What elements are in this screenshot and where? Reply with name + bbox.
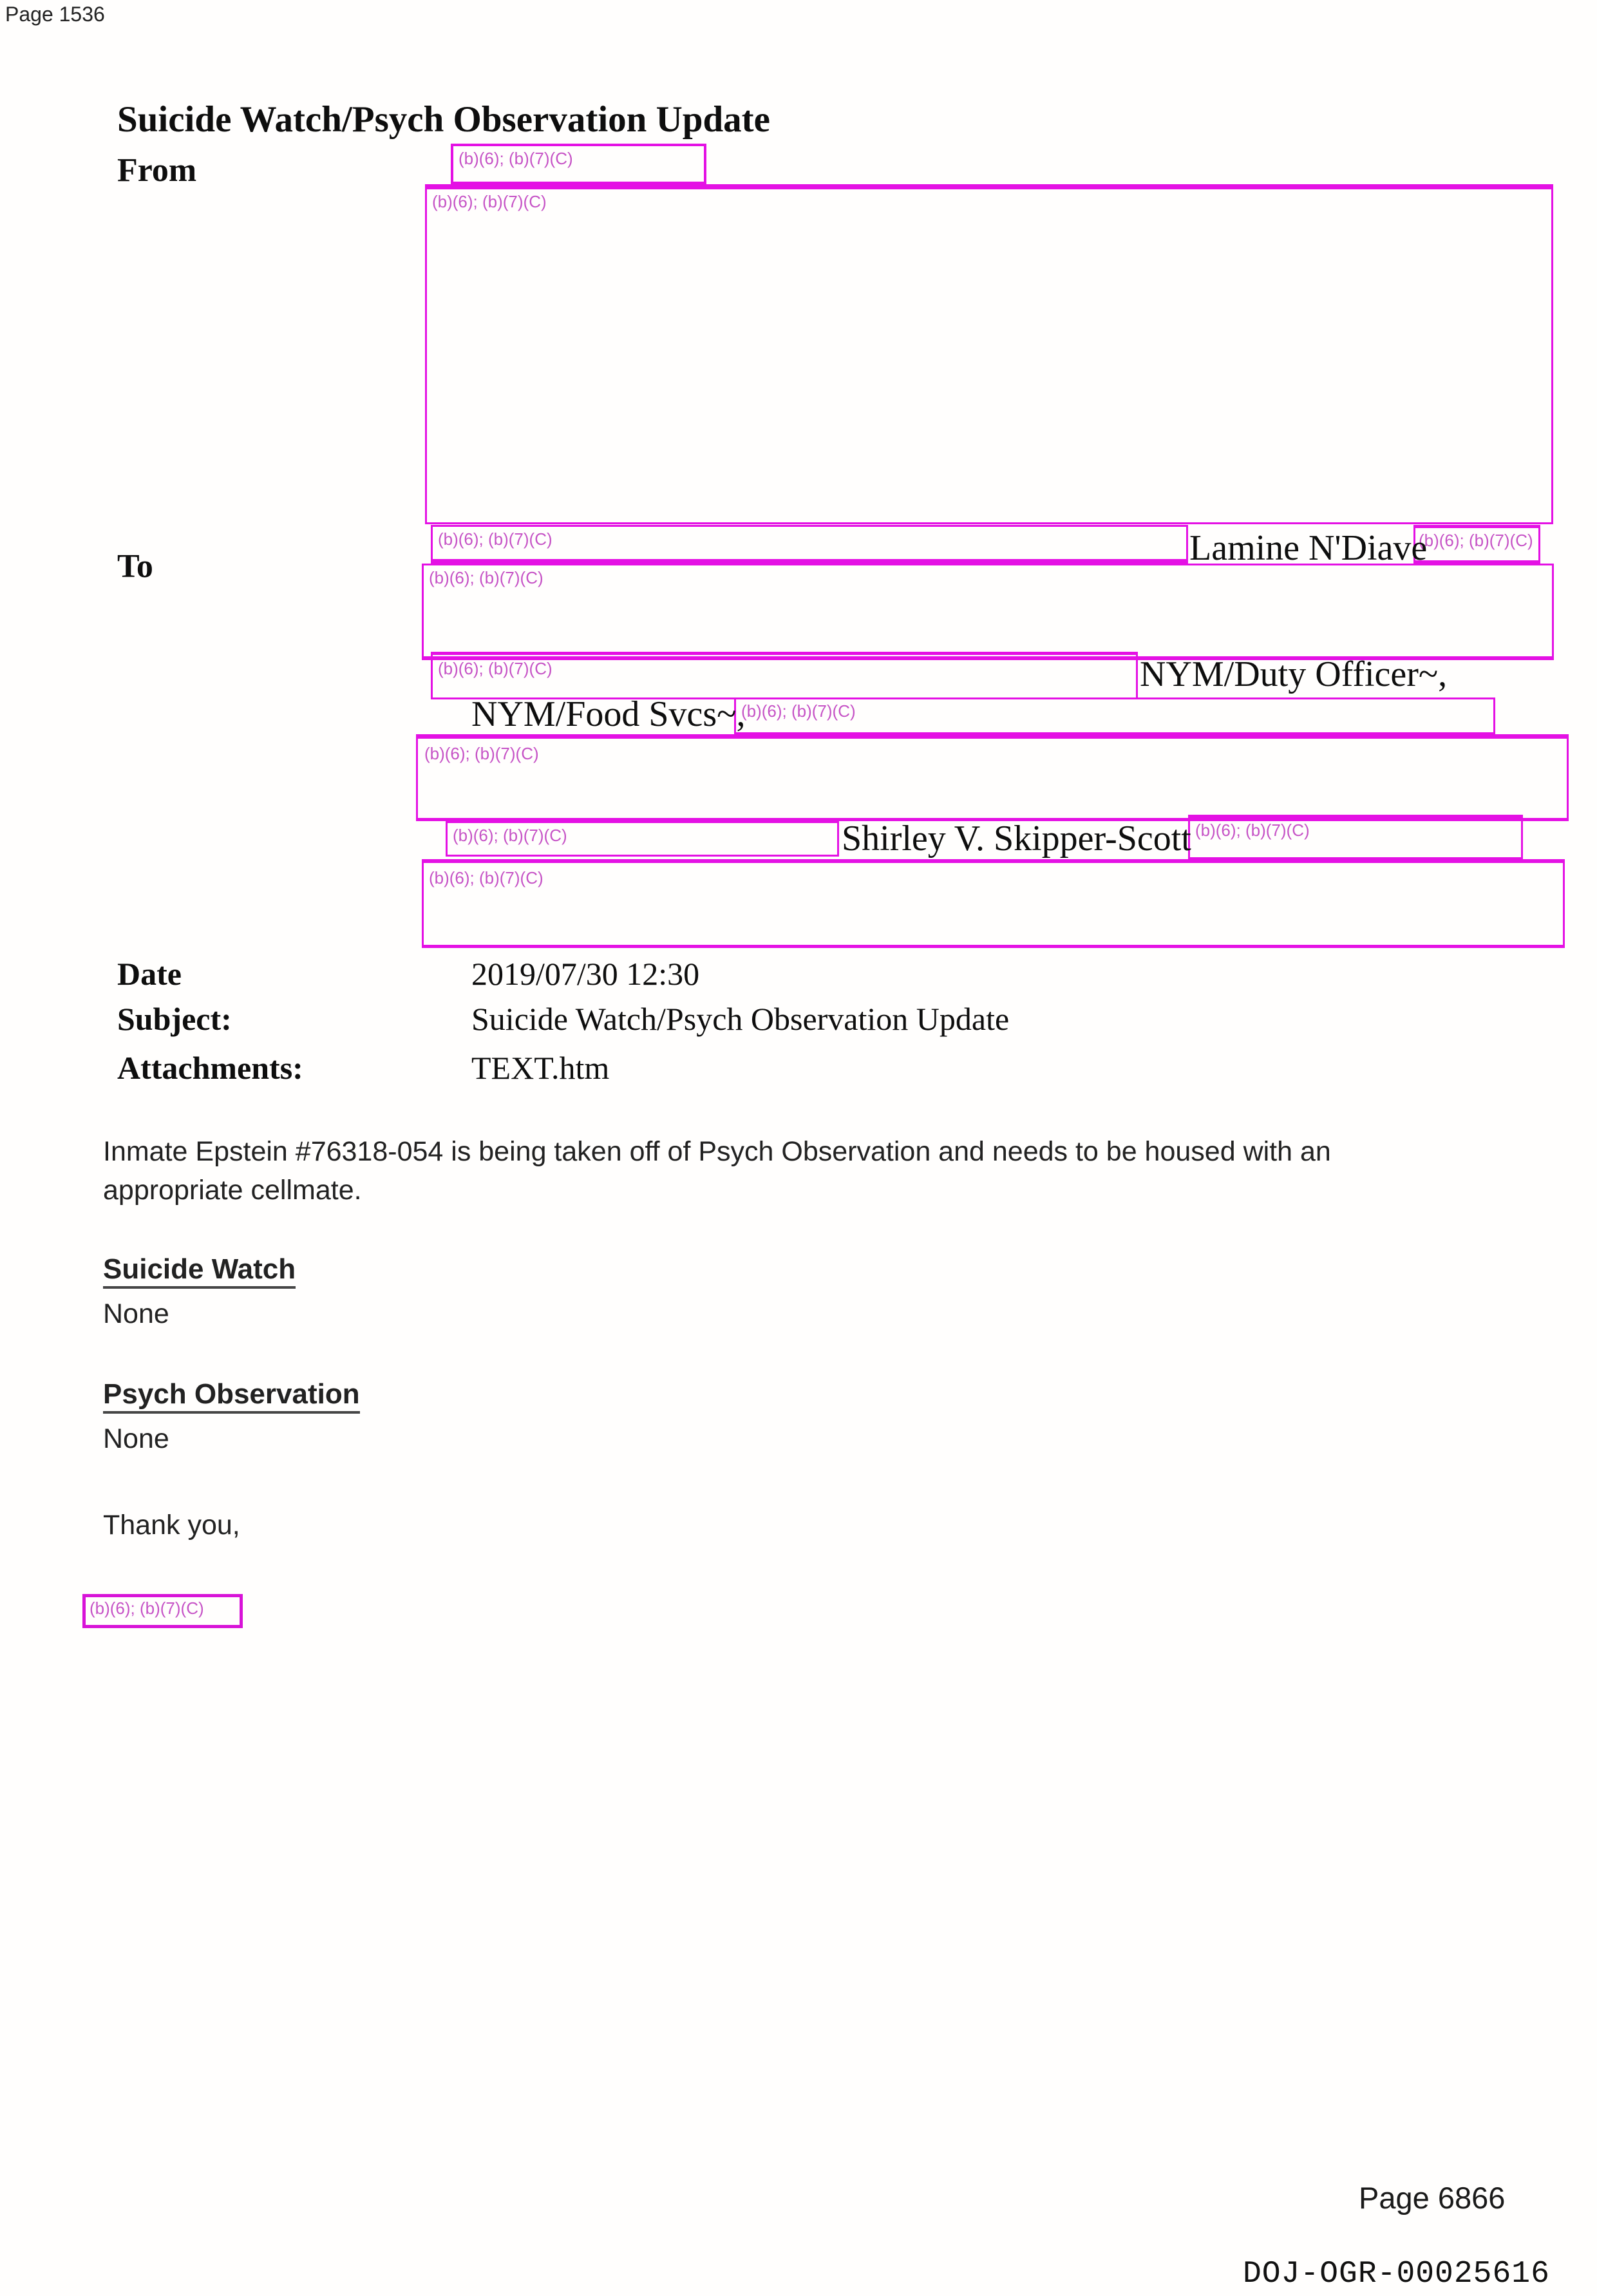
redaction-label: (b)(6); (b)(7)(C) xyxy=(424,744,539,763)
redaction-box-to-row1-right xyxy=(1413,525,1540,564)
redaction-box-to-block-2 xyxy=(416,734,1569,821)
redaction-label: (b)(6); (b)(7)(C) xyxy=(1419,531,1533,550)
redaction-label: (b)(6); (b)(7)(C) xyxy=(453,826,567,845)
attachments-field-label: Attachments: xyxy=(117,1050,303,1086)
subject-field-label: Subject: xyxy=(117,1001,232,1037)
redaction-label: (b)(6); (b)(7)(C) xyxy=(429,568,543,587)
footer-page-number: Page 6866 xyxy=(1359,2181,1506,2215)
redaction-box-signature xyxy=(82,1594,243,1628)
recipient-name-3: NYM/Food Svcs~, xyxy=(471,694,746,734)
redaction-box-to-row2-left xyxy=(431,652,1138,699)
body-line-2: appropriate cellmate. xyxy=(103,1175,362,1206)
recipient-name-2: NYM/Duty Officer~, xyxy=(1140,654,1448,694)
suicide-watch-value: None xyxy=(103,1298,169,1329)
redaction-label: (b)(6); (b)(7)(C) xyxy=(438,659,553,678)
date-field-label: Date xyxy=(117,956,182,992)
redaction-box-to-row3-right xyxy=(734,697,1495,734)
psych-observation-heading: Psych Observation xyxy=(103,1380,360,1414)
subject-field-value: Suicide Watch/Psych Observation Update xyxy=(471,1001,1010,1037)
redaction-box-from-line xyxy=(451,144,706,184)
redaction-box-to-block-1 xyxy=(422,564,1554,660)
body-line-1: Inmate Epstein #76318-054 is being taken off of Psych Observation and needs to be housed with an xyxy=(103,1136,1331,1167)
redaction-box-to-row4-left xyxy=(446,821,839,857)
corner-page-label: Page 1536 xyxy=(5,3,105,26)
to-field-label: To xyxy=(117,548,153,585)
redaction-label: (b)(6); (b)(7)(C) xyxy=(741,701,856,721)
redaction-box-to-row1-left xyxy=(431,525,1188,564)
recipient-name-1: Lamine N'Diave xyxy=(1189,528,1428,568)
redaction-label: (b)(6); (b)(7)(C) xyxy=(432,192,547,211)
redaction-label: (b)(6); (b)(7)(C) xyxy=(90,1599,204,1618)
from-field-label: From xyxy=(117,152,197,189)
footer-bates-number: DOJ-OGR-00025616 xyxy=(1243,2257,1550,2291)
redaction-box-to-block-3 xyxy=(422,859,1565,948)
psych-observation-value: None xyxy=(103,1423,169,1454)
redaction-label: (b)(6); (b)(7)(C) xyxy=(1195,821,1310,840)
redaction-label: (b)(6); (b)(7)(C) xyxy=(429,868,543,887)
redaction-label: (b)(6); (b)(7)(C) xyxy=(438,529,553,549)
closing-text: Thank you, xyxy=(103,1510,240,1541)
recipient-name-4: Shirley V. Skipper-Scott xyxy=(842,819,1191,859)
document-title: Suicide Watch/Psych Observation Update xyxy=(117,99,770,140)
suicide-watch-heading: Suicide Watch xyxy=(103,1255,296,1289)
redaction-box-from-block xyxy=(425,184,1553,524)
redaction-box-to-row4-right xyxy=(1188,815,1523,859)
redaction-label: (b)(6); (b)(7)(C) xyxy=(458,149,573,168)
attachments-field-value: TEXT.htm xyxy=(471,1050,610,1086)
date-field-value: 2019/07/30 12:30 xyxy=(471,956,700,992)
